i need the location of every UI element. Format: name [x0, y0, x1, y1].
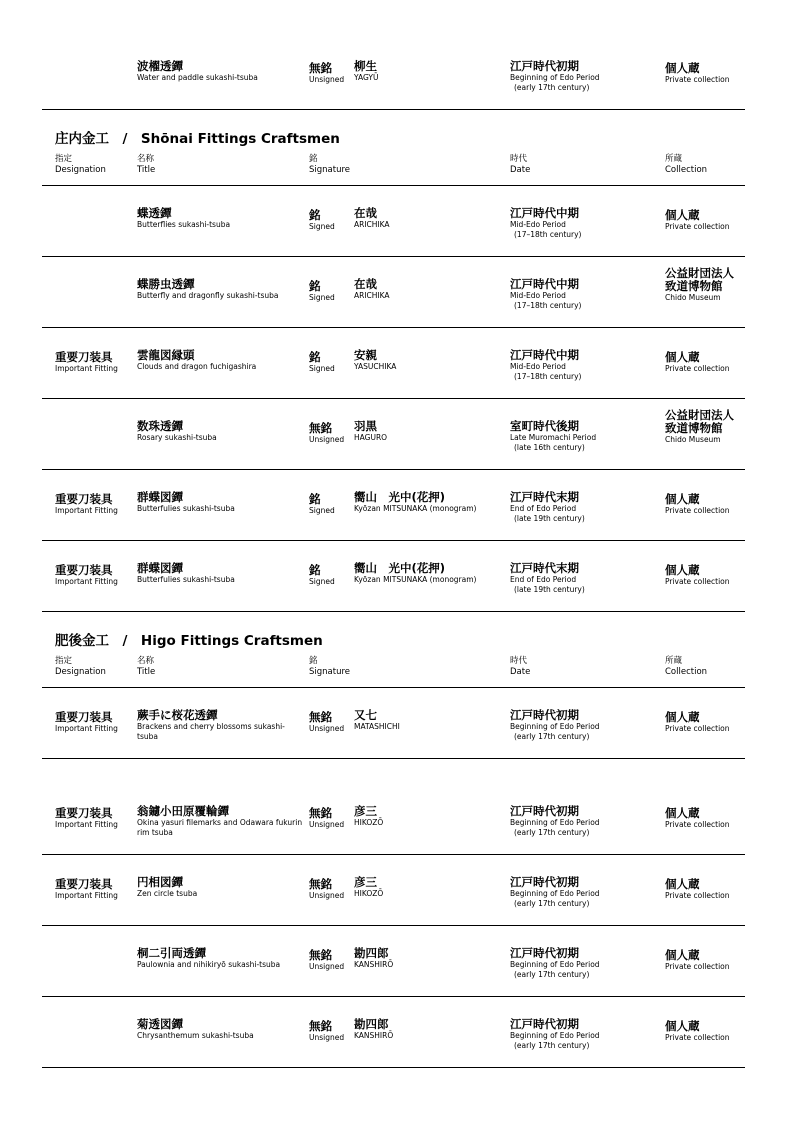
designation-cell [55, 711, 135, 734]
signature-cell [309, 807, 353, 830]
title-jp: 雲龍図縁頭 [137, 348, 195, 362]
collection-en: Private collection [665, 577, 730, 586]
designation-en: Important Fitting [55, 724, 118, 733]
date-cell [510, 562, 660, 594]
date-cell [510, 947, 660, 979]
date-en-2: (late 19th century) [514, 584, 585, 594]
title-cell [137, 420, 305, 443]
date-en-2: (early 17th century) [514, 827, 590, 837]
sig-en: Unsigned [309, 962, 345, 971]
table-row [42, 399, 745, 470]
collection-en: Chido Museum [665, 293, 721, 302]
signer-en: MATASHICHI [354, 722, 400, 731]
designation-jp: 重要刀装具 [55, 563, 113, 577]
signer-en: KANSHIRŌ [354, 960, 394, 969]
title-en: Zen circle tsuba [137, 889, 198, 898]
collection-jp: 個人蔵 [665, 563, 700, 577]
sig-jp: 銘 [309, 563, 321, 577]
date-jp: 江戸時代初期 [510, 59, 579, 73]
signer-jp: 柳生 [354, 59, 377, 73]
date-en-2: (late 16th century) [514, 442, 585, 452]
table-row [42, 328, 745, 399]
signature-cell [309, 422, 353, 445]
title-en: Butterfulies sukashi-tsuba [137, 504, 235, 513]
date-cell [510, 60, 660, 92]
signer-jp: 羽黒 [354, 419, 377, 433]
date-en: Beginning of Edo Period [510, 960, 600, 969]
collection-jp: 公益財団法人 [665, 408, 734, 422]
collection-cell [665, 62, 749, 85]
date-en-2: (17–18th century) [514, 229, 582, 239]
sig-en: Unsigned [309, 820, 345, 829]
signer-en: HIKOZŌ [354, 889, 384, 898]
signature-cell [309, 62, 353, 85]
title-jp: 菊透図鐔 [137, 1017, 183, 1031]
title-cell [137, 709, 305, 741]
date-jp: 江戸時代初期 [510, 946, 579, 960]
signer-en: YASUCHIKA [354, 362, 397, 371]
title-en: Brackens and cherry blossoms sukashi-tsuba [137, 722, 285, 741]
header-signature-en: Signature [309, 666, 351, 677]
sig-en: Unsigned [309, 724, 345, 733]
signer-cell [354, 60, 504, 83]
table-row [42, 926, 745, 997]
designation-en: Important Fitting [55, 506, 118, 515]
signer-cell [354, 349, 504, 372]
sig-en: Signed [309, 577, 335, 586]
signature-cell [309, 949, 353, 972]
title-en: Clouds and dragon fuchigashira [137, 362, 257, 371]
collection-jp-2: 致道博物館 [665, 421, 723, 435]
header-designation-en: Designation [55, 666, 106, 677]
designation-jp: 重要刀装具 [55, 492, 113, 506]
collection-jp: 個人蔵 [665, 948, 700, 962]
date-en: Beginning of Edo Period [510, 1031, 600, 1040]
signer-jp: 又七 [354, 708, 377, 722]
header-designation-jp: 指定 [55, 154, 73, 164]
header-date-en: Date [510, 666, 531, 677]
date-en-2: (early 17th century) [514, 1040, 590, 1050]
header-designation [55, 656, 135, 677]
signer-cell [354, 1018, 504, 1041]
date-cell [510, 805, 660, 837]
header-date-jp: 時代 [510, 154, 528, 164]
table-row [42, 0, 745, 110]
designation-jp: 重要刀装具 [55, 710, 113, 724]
header-collection-en: Collection [665, 666, 708, 677]
collection-cell [665, 351, 749, 374]
date-jp: 江戸時代初期 [510, 1017, 579, 1031]
title-cell [137, 60, 305, 83]
signer-jp: 勘四郎 [354, 946, 389, 960]
table-row [42, 470, 745, 541]
collection-en: Private collection [665, 222, 730, 231]
sig-jp: 銘 [309, 208, 321, 222]
designation-jp: 重要刀装具 [55, 350, 113, 364]
collection-cell [665, 564, 749, 587]
title-jp: 群蝶図鐔 [137, 490, 183, 504]
table-row [42, 688, 745, 759]
signer-cell [354, 278, 504, 301]
signer-cell [354, 805, 504, 828]
header-title-jp: 名称 [137, 154, 155, 164]
date-cell [510, 709, 660, 741]
sig-jp: 無銘 [309, 421, 332, 435]
signature-cell [309, 280, 353, 303]
date-en-2: (early 17th century) [514, 898, 590, 908]
collection-en: Private collection [665, 724, 730, 733]
signer-en: ARICHIKA [354, 220, 390, 229]
title-en: Butterfulies sukashi-tsuba [137, 575, 235, 584]
date-cell [510, 491, 660, 523]
collection-jp: 個人蔵 [665, 492, 700, 506]
designation-jp: 重要刀装具 [55, 877, 113, 891]
signature-cell [309, 351, 353, 374]
signer-cell [354, 562, 504, 585]
designation-cell [55, 351, 135, 374]
designation-cell [55, 807, 135, 830]
designation-jp: 重要刀装具 [55, 806, 113, 820]
sig-jp: 銘 [309, 492, 321, 506]
title-jp: 蝶勝虫透鐔 [137, 277, 195, 291]
header-designation-jp: 指定 [55, 656, 73, 666]
date-en: Beginning of Edo Period [510, 818, 600, 827]
table-row [42, 855, 745, 926]
header-designation-en: Designation [55, 164, 106, 175]
designation-cell [55, 493, 135, 516]
signer-jp: 嚮山 光中(花押) [354, 561, 446, 575]
title-jp: 数珠透鐔 [137, 419, 183, 433]
date-en: Beginning of Edo Period [510, 722, 600, 731]
collection-cell [665, 493, 749, 516]
date-jp: 江戸時代初期 [510, 875, 579, 889]
signature-cell [309, 564, 353, 587]
signature-cell [309, 878, 353, 901]
date-cell [510, 1018, 660, 1050]
sig-jp: 無銘 [309, 877, 332, 891]
title-cell [137, 805, 305, 837]
header-collection [665, 656, 749, 677]
date-en-2: (early 17th century) [514, 731, 590, 741]
sig-jp: 無銘 [309, 61, 332, 75]
signer-en: Kyōzan MITSUNAKA (monogram) [354, 575, 477, 584]
title-cell [137, 1018, 305, 1041]
header-collection [665, 154, 749, 175]
table-row [42, 759, 745, 855]
date-en: Mid-Edo Period [510, 220, 566, 229]
title-jp: 円相図鐔 [137, 875, 183, 889]
header-title [137, 656, 305, 677]
date-en: Mid-Edo Period [510, 362, 566, 371]
header-title-jp: 名称 [137, 656, 155, 666]
header-title-en: Title [137, 666, 156, 677]
header-signature-en: Signature [309, 164, 351, 175]
sig-jp: 無銘 [309, 806, 332, 820]
date-jp: 江戸時代末期 [510, 490, 579, 504]
header-date [510, 154, 660, 175]
title-en: Water and paddle sukashi-tsuba [137, 73, 258, 82]
collection-cell [665, 949, 749, 972]
collection-en: Private collection [665, 506, 730, 515]
header-collection-jp: 所蔵 [665, 154, 683, 164]
collection-cell [665, 409, 749, 445]
table-row [42, 257, 745, 328]
section-title-shonai: 庄内金工 / Shōnai Fittings Craftsmen [55, 131, 340, 147]
signer-cell [354, 947, 504, 970]
signer-cell [354, 876, 504, 899]
date-cell [510, 278, 660, 310]
title-cell [137, 349, 305, 372]
signer-jp: 嚮山 光中(花押) [354, 490, 446, 504]
date-jp: 江戸時代末期 [510, 561, 579, 575]
collection-jp: 個人蔵 [665, 208, 700, 222]
designation-en: Important Fitting [55, 364, 118, 373]
date-en: Mid-Edo Period [510, 291, 566, 300]
sig-jp: 無銘 [309, 1019, 332, 1033]
date-en: End of Edo Period [510, 504, 577, 513]
signer-jp: 彦三 [354, 875, 377, 889]
date-cell [510, 420, 660, 452]
collection-jp: 個人蔵 [665, 1019, 700, 1033]
collection-cell [665, 267, 749, 303]
date-jp: 江戸時代初期 [510, 708, 579, 722]
collection-jp: 公益財団法人 [665, 266, 734, 280]
signer-en: HAGURO [354, 433, 388, 442]
header-date-en: Date [510, 164, 531, 175]
collection-cell [665, 878, 749, 901]
designation-cell [55, 878, 135, 901]
collection-en: Private collection [665, 364, 730, 373]
collection-jp: 個人蔵 [665, 710, 700, 724]
sig-en: Signed [309, 293, 335, 302]
date-jp: 室町時代後期 [510, 419, 579, 433]
date-cell [510, 876, 660, 908]
header-collection-jp: 所蔵 [665, 656, 683, 666]
header-title-en: Title [137, 164, 156, 175]
designation-cell [55, 564, 135, 587]
title-cell [137, 491, 305, 514]
collection-cell [665, 807, 749, 830]
sig-en: Unsigned [309, 435, 345, 444]
sig-en: Unsigned [309, 1033, 345, 1042]
date-en-2: (17–18th century) [514, 300, 582, 310]
date-en: Late Muromachi Period [510, 433, 597, 442]
title-en: Butterfly and dragonfly sukashi-tsuba [137, 291, 279, 300]
sig-jp: 銘 [309, 279, 321, 293]
signer-cell [354, 709, 504, 732]
sig-en: Signed [309, 364, 335, 373]
date-en: End of Edo Period [510, 575, 577, 584]
title-jp: 群蝶図鐔 [137, 561, 183, 575]
date-en-2: (early 17th century) [514, 969, 590, 979]
designation-en: Important Fitting [55, 820, 118, 829]
sig-jp: 無銘 [309, 948, 332, 962]
date-en-2: (late 19th century) [514, 513, 585, 523]
date-jp: 江戸時代中期 [510, 277, 579, 291]
signer-cell [354, 207, 504, 230]
title-cell [137, 947, 305, 970]
signer-cell [354, 420, 504, 443]
signer-jp: 彦三 [354, 804, 377, 818]
collection-cell [665, 209, 749, 232]
title-cell [137, 876, 305, 899]
header-title [137, 154, 305, 175]
collection-en: Chido Museum [665, 435, 721, 444]
collection-jp: 個人蔵 [665, 61, 700, 75]
collection-cell [665, 711, 749, 734]
sig-jp: 無銘 [309, 710, 332, 724]
title-en: Okina yasuri filemarks and Odawara fukurin rim tsuba [137, 818, 303, 837]
date-cell [510, 349, 660, 381]
section-title-higo: 肥後金工 / Higo Fittings Craftsmen [55, 633, 323, 649]
signature-cell [309, 711, 353, 734]
date-en-2: (early 17th century) [514, 82, 590, 92]
sig-en: Unsigned [309, 891, 345, 900]
header-date-jp: 時代 [510, 656, 528, 666]
designation-en: Important Fitting [55, 891, 118, 900]
date-en: Beginning of Edo Period [510, 73, 600, 82]
signature-cell [309, 209, 353, 232]
header-date [510, 656, 660, 677]
signer-jp: 安親 [354, 348, 377, 362]
title-jp: 波櫂透鐔 [137, 59, 183, 73]
title-jp: 蝶透鐔 [137, 206, 172, 220]
date-jp: 江戸時代初期 [510, 804, 579, 818]
collection-en: Private collection [665, 75, 730, 84]
date-en: Beginning of Edo Period [510, 889, 600, 898]
date-en-2: (17–18th century) [514, 371, 582, 381]
title-en: Butterflies sukashi-tsuba [137, 220, 231, 229]
header-signature [309, 656, 409, 677]
signature-cell [309, 1020, 353, 1043]
title-jp: 蕨手に桜花透鐔 [137, 708, 218, 722]
signer-en: YAGYŪ [354, 73, 379, 82]
header-signature [309, 154, 409, 175]
table-header-shonai [42, 151, 745, 186]
sig-jp: 銘 [309, 350, 321, 364]
designation-en: Important Fitting [55, 577, 118, 586]
sig-en: Unsigned [309, 75, 345, 84]
title-cell [137, 207, 305, 230]
signer-en: ARICHIKA [354, 291, 390, 300]
sig-en: Signed [309, 506, 335, 515]
collection-en: Private collection [665, 1033, 730, 1042]
table-row [42, 997, 745, 1068]
signer-en: Kyōzan MITSUNAKA (monogram) [354, 504, 477, 513]
date-cell [510, 207, 660, 239]
title-cell [137, 278, 305, 301]
signer-jp: 勘四郎 [354, 1017, 389, 1031]
date-jp: 江戸時代中期 [510, 348, 579, 362]
collection-en: Private collection [665, 962, 730, 971]
signer-cell [354, 491, 504, 514]
header-collection-en: Collection [665, 164, 708, 175]
signer-en: KANSHIRŌ [354, 1031, 394, 1040]
date-jp: 江戸時代中期 [510, 206, 579, 220]
title-en: Rosary sukashi-tsuba [137, 433, 217, 442]
signer-jp: 在哉 [354, 277, 377, 291]
table-row [42, 541, 745, 612]
collection-jp: 個人蔵 [665, 806, 700, 820]
title-en: Chrysanthemum sukashi-tsuba [137, 1031, 254, 1040]
signer-en: HIKOZŌ [354, 818, 384, 827]
header-signature-jp: 銘 [309, 154, 318, 164]
collection-jp-2: 致道博物館 [665, 279, 723, 293]
table-header-higo [42, 653, 745, 688]
title-en: Paulownia and nihikiryō sukashi-tsuba [137, 960, 281, 969]
title-jp: 翁鑢小田原覆輪鐔 [137, 804, 229, 818]
collection-cell [665, 1020, 749, 1043]
title-jp: 桐二引両透鐔 [137, 946, 206, 960]
table-row [42, 186, 745, 257]
signature-cell [309, 493, 353, 516]
collection-en: Private collection [665, 820, 730, 829]
header-designation [55, 154, 135, 175]
collection-jp: 個人蔵 [665, 877, 700, 891]
collection-en: Private collection [665, 891, 730, 900]
header-signature-jp: 銘 [309, 656, 318, 666]
collection-jp: 個人蔵 [665, 350, 700, 364]
sig-en: Signed [309, 222, 335, 231]
signer-jp: 在哉 [354, 206, 377, 220]
title-cell [137, 562, 305, 585]
